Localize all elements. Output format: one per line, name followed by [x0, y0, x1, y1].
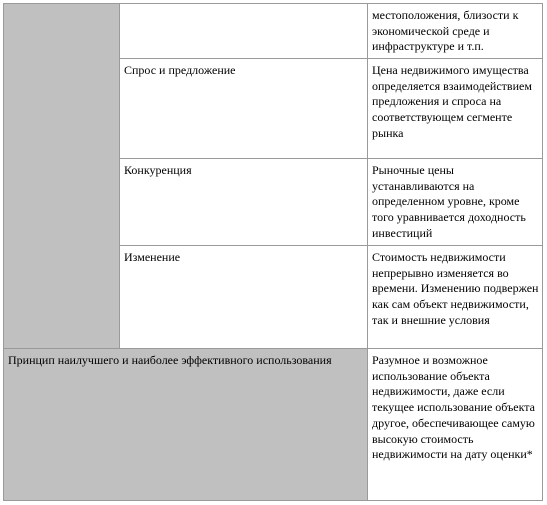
description-cell [367, 3, 543, 59]
description-text: Стоимость недвижимости непрерывно изменяется во времени. Изменению подвержен как сам объект недвижимости, так и внешние условия [372, 250, 539, 327]
description-text: местоположения, близости к экономической среде и инфраструктуре и т.п. [372, 8, 519, 54]
description-text: Цена недвижимого имущества определяется взаимодействием предложения и спроса на соответствующем сегменте рынка [372, 63, 532, 140]
description-cell [367, 158, 543, 246]
principle-description: Разумное и возможное использование объекта недвижимости, даже если текущее использование объекта другое, обеспечивающее самую высокую стоимость недвижимости на дату оценки* [372, 353, 535, 462]
description-text: Рыночные цены устанавливаются на определенном уровне, кроме того уравнивается доходность инвестиций [372, 163, 526, 240]
principle-group-cell [3, 3, 120, 349]
factor-cell [119, 158, 368, 246]
factor-cell [119, 3, 368, 59]
factor-label: Изменение [124, 250, 181, 264]
factor-label: Конкуренция [124, 163, 192, 177]
description-cell [367, 348, 543, 501]
description-cell [367, 58, 543, 159]
principle-name-cell [3, 348, 368, 501]
description-cell [367, 245, 543, 349]
factor-label: Спрос и предложение [124, 63, 236, 77]
principle-name: Принцип наилучшего и наиболее эффективного использования [8, 353, 332, 367]
factor-cell [119, 58, 368, 159]
factor-cell [119, 245, 368, 349]
